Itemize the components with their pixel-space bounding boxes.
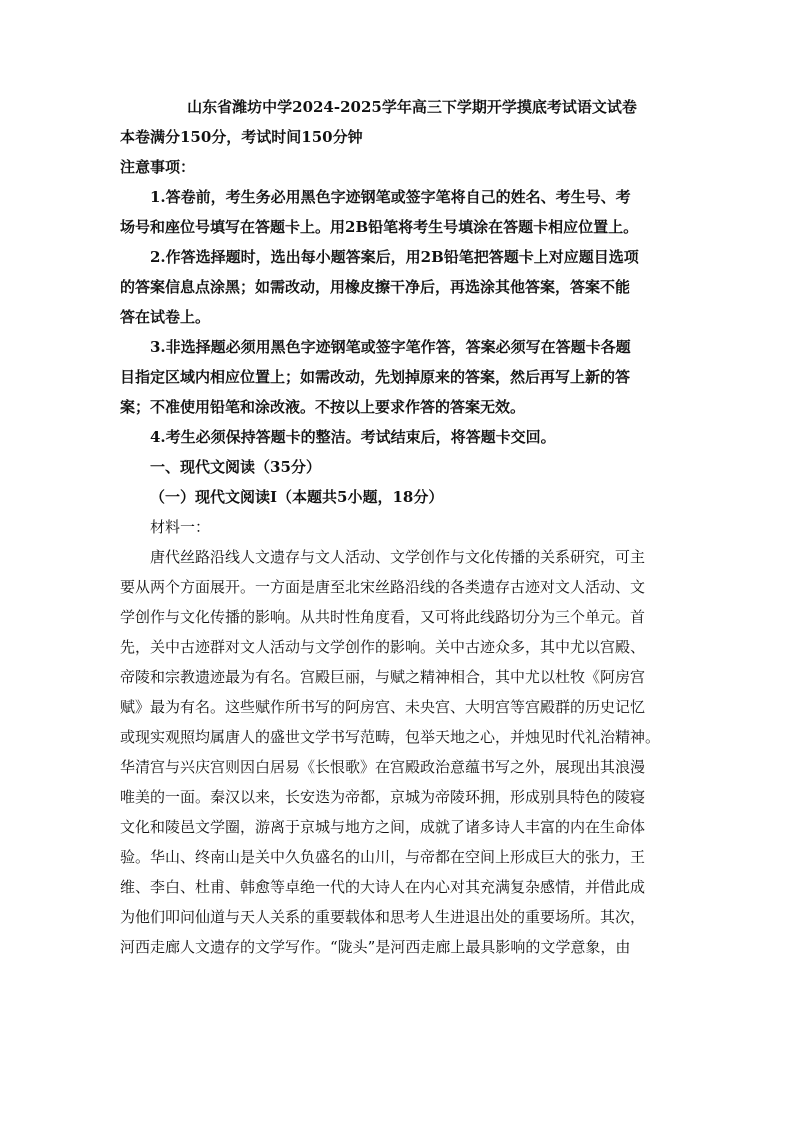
passage-line: 学创作与文化传播的影响。从共时性角度看，又可将此线路切分为三个单元。首	[120, 608, 646, 626]
passage-line: 验。华山、终南山是关中久负盛名的山川，与帝都在空间上形成巨大的张力，王	[120, 848, 646, 866]
passage-line: 河西走廊人文遗存的文学写作。“陇头”是河西走廊上最具影响的文学意象，由	[120, 938, 631, 956]
notice-item-4	[120, 422, 680, 452]
passage-line: 先，关中古迹群对文人活动与文学创作的影响。关中古迹众多，其中尤以宫殿、	[120, 638, 646, 656]
passage-line: 要从两个方面展开。一方面是唐至北宋丝路沿线的各类遗存古迹对文人活动、文	[120, 578, 646, 596]
notice-line: 答在试卷上。	[120, 308, 211, 326]
passage-line: 华清宫与兴庆宫则因白居易《长恨歌》在宫殿政治意蕴书写之外，展现出其浪漫	[120, 758, 646, 776]
passage-line: 为他们叩问仙道与天人关系的重要载体和思考人生进退出处的重要场所。其次，	[120, 908, 646, 926]
notice-line: 案；不准使用铅笔和涂改液。不按以上要求作答的答案无效。	[120, 398, 526, 416]
passage-line: 唯美的一面。秦汉以来，长安迭为帝都，京城为帝陵环拥，形成别具特色的陵寝	[120, 788, 646, 806]
notice-line: 场号和座位号填写在答题卡上。用2B铅笔将考生号填涂在答题卡相应位置上。	[120, 218, 639, 236]
notice-item-2	[120, 242, 680, 332]
passage	[120, 542, 680, 962]
section-heading: 一、现代文阅读（35分）	[150, 458, 321, 476]
subsection-heading: （一）现代文阅读Ⅰ（本题共5小题，18分）	[150, 488, 444, 506]
passage-line: 文化和陵邑文学圈，游离于京城与地方之间，成就了诸多诗人丰富的内在生命体	[120, 818, 646, 836]
passage-line: 帝陵和宗教遗迹最为有名。宫殿巨丽，与赋之精神相合，其中尤以杜牧《阿房宫	[120, 668, 646, 686]
notice-item-1	[120, 182, 680, 242]
passage-line: 或现实观照均属唐人的盛世文学书写范畴，包举天地之心，并烛见时代礼治精神。	[120, 728, 661, 746]
material-label: 材料一：	[150, 518, 211, 536]
notice-heading: 注意事项：	[120, 158, 196, 176]
notice-line: 4.考生必须保持答题卡的整洁。考试结束后，将答题卡交回。	[150, 428, 556, 446]
notice-item-3	[120, 332, 680, 422]
notice-line: 2.作答选择题时，选出每小题答案后，用2B铅笔把答题卡上对应题目选项	[150, 248, 639, 266]
exam-title: 山东省潍坊中学2024-2025学年高三下学期开学摸底考试语文试卷	[187, 98, 637, 116]
score-line: 本卷满分150分，考试时间150分钟	[120, 128, 363, 146]
notice-line: 目指定区域内相应位置上；如需改动，先划掉原来的答案，然后再写上新的答	[120, 368, 631, 386]
notice-line: 1.答卷前，考生务必用黑色字迹钢笔或签字笔将自己的姓名、考生号、考	[150, 188, 631, 206]
notice-line: 的答案信息点涂黑；如需改动，用橡皮擦干净后，再选涂其他答案，答案不能	[120, 278, 631, 296]
notice-line: 3.非选择题必须用黑色字迹钢笔或签字笔作答，答案必须写在答题卡各题	[150, 338, 631, 356]
passage-line: 维、李白、杜甫、韩愈等卓绝一代的大诗人在内心对其充满复杂感情，并借此成	[120, 878, 646, 896]
passage-line: 赋》最为有名。这些赋作所书写的阿房宫、未央宫、大明宫等宫殿群的历史记忆	[120, 698, 646, 716]
passage-line: 唐代丝路沿线人文遗存与文人活动、文学创作与文化传播的关系研究，可主	[150, 548, 646, 566]
exam-page	[120, 92, 680, 962]
